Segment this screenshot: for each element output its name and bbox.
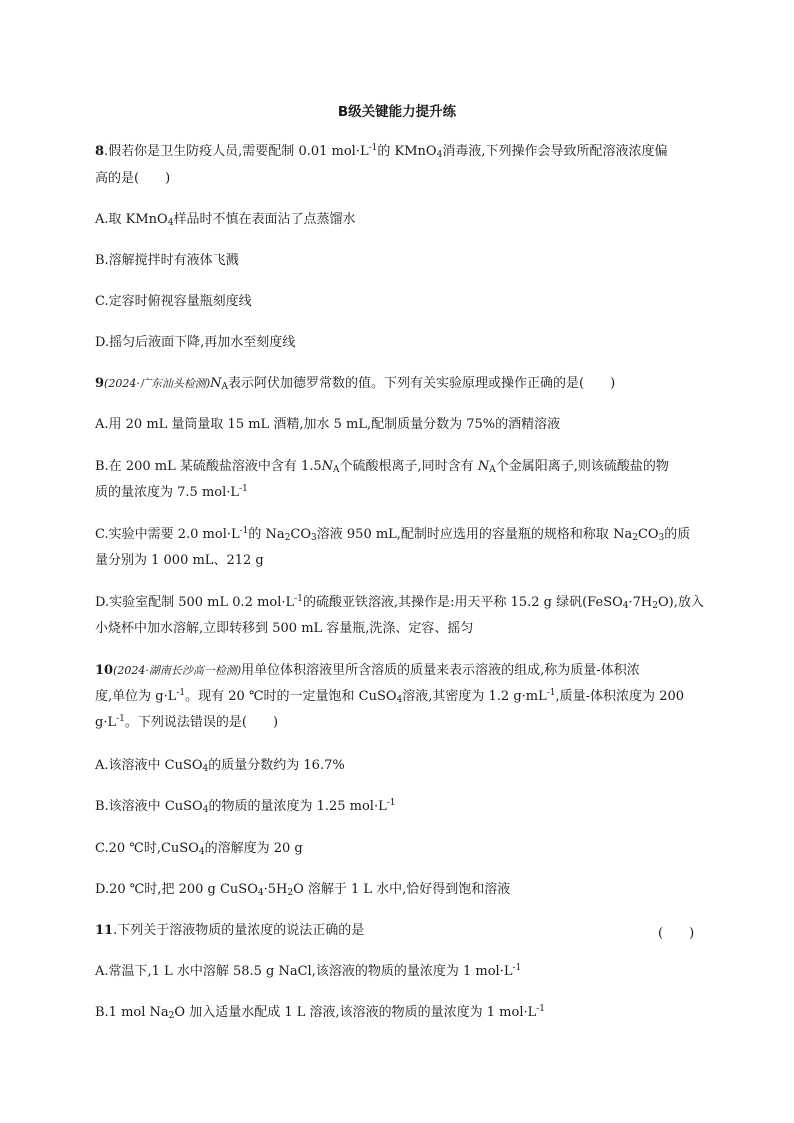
q9-option-c-line1: C.实验中需要 2.0 $mol\cdot L^{-1}$的 $Na_2CO_3$溶液 950 mL,配制时应选用的容量瓶的规格和称取 $Na_2CO_3$的质 <box>95 526 691 543</box>
q10-stem-line1: 10(2024·湖南长沙高一检测)用单位体积溶液里所含溶质的质量来表示溶液的组成,称为质量-体积浓 <box>95 663 640 678</box>
q10-option-c: C.20 ℃时,CuSO$_4$的溶解度为 20 g <box>95 841 303 857</box>
q11-answer-paren: ( ) <box>658 926 695 941</box>
q11-number: 11 <box>95 923 114 938</box>
q8-option-c: C.定容时俯视容量瓶刻度线 <box>95 294 252 309</box>
q10-option-a: A.该溶液中 CuSO$_4$的质量分数约为 16.7% <box>95 758 345 774</box>
q10-stem-line3: $g\cdot L^{-1}$。下列说法错误的是( ) <box>95 714 279 730</box>
q10-option-d: D.20 ℃时,把 200 g $CuSO_4\cdot 5H_2O$ 溶解于 1 L 水中,恰好得到饱和溶液 <box>95 882 511 898</box>
q8-number: 8 <box>95 144 105 159</box>
q10-source: (2024·湖南长沙高一检测) <box>113 664 242 677</box>
q11-stem: 11.下列关于溶液物质的量浓度的说法正确的是 <box>95 923 365 938</box>
q9-option-d-line1: D.实验室配制 500 mL 0.2 $mol\cdot L^{-1}$的硫酸亚铁溶液,其操作是:用天平称 15.2 g 绿矾$(FeSO_4\cdot 7H_2O)$,放入 <box>95 594 704 611</box>
q10-number: 10 <box>95 663 114 678</box>
q8-option-b: B.溶解搅拌时有液体飞溅 <box>95 253 239 268</box>
q10-option-b: B.该溶液中 CuSO$_4$的物质的量浓度为 1.25 $mol\cdot L^{-1}$ <box>95 798 396 815</box>
q9-option-b-line2: 质的量浓度为 7.5 $mol\cdot L^{-1}$ <box>95 484 248 500</box>
q11-option-b: B.1 mol $Na_2O$ 加入适量水配成 1 L 溶液,该溶液的物质的量浓度为 1 $mol\cdot L^{-1}$ <box>95 1004 546 1021</box>
q10-stem-line2: 度,单位为 $g\cdot L^{-1}$。现有 20 ℃时的一定量饱和 CuSO$_4$溶液,其密度为 1.2 $g\cdot mL^{-1}$,质量-体积浓度为 200 <box>95 688 685 705</box>
q11-option-a: A.常温下,1 L 水中溶解 58.5 g NaCl,该溶液的物质的量浓度为 1 $mol\cdot L^{-1}$ <box>95 963 522 979</box>
q9-source: (2024·广东汕头检测) <box>104 377 211 390</box>
q9-stem: 9(2024·广东汕头检测)$N_A$表示阿伏加德罗常数的值。下列有关实验原理或操作正确的是( ) <box>95 376 616 392</box>
q9-option-c-line2: 量分别为 1 000 mL、212 g <box>95 553 264 568</box>
section-title: B级关键能力提升练 <box>337 104 457 120</box>
q9-option-b-line1: B.在 200 mL 某硫酸盐溶液中含有 $1.5N_A$个硫酸根离子,同时含有 $N_A$个金属阳离子,则该硫酸盐的物 <box>95 459 669 475</box>
q9-option-d-line2: 小烧杯中加水溶解,立即转移到 500 mL 容量瓶,洗涤、定容、摇匀 <box>95 621 474 636</box>
q8-stem-line1: 8.假若你是卫生防疫人员,需要配制 0.01 $mol\cdot L^{-1}$的 KMnO$_4$消毒液,下列操作会导致所配溶液浓度偏 <box>95 143 668 160</box>
q8-stem-line2: 高的是( ) <box>95 171 171 186</box>
q9-number: 9 <box>95 376 105 391</box>
q8-option-a: A.取 KMnO$_4$样品时不慎在表面沾了点蒸馏水 <box>95 212 356 228</box>
q9-option-a: A.用 20 mL 量筒量取 15 mL 酒精,加水 5 mL,配制质量分数为 75%的酒精溶液 <box>95 417 561 432</box>
q8-option-d: D.摇匀后液面下降,再加水至刻度线 <box>95 335 296 350</box>
